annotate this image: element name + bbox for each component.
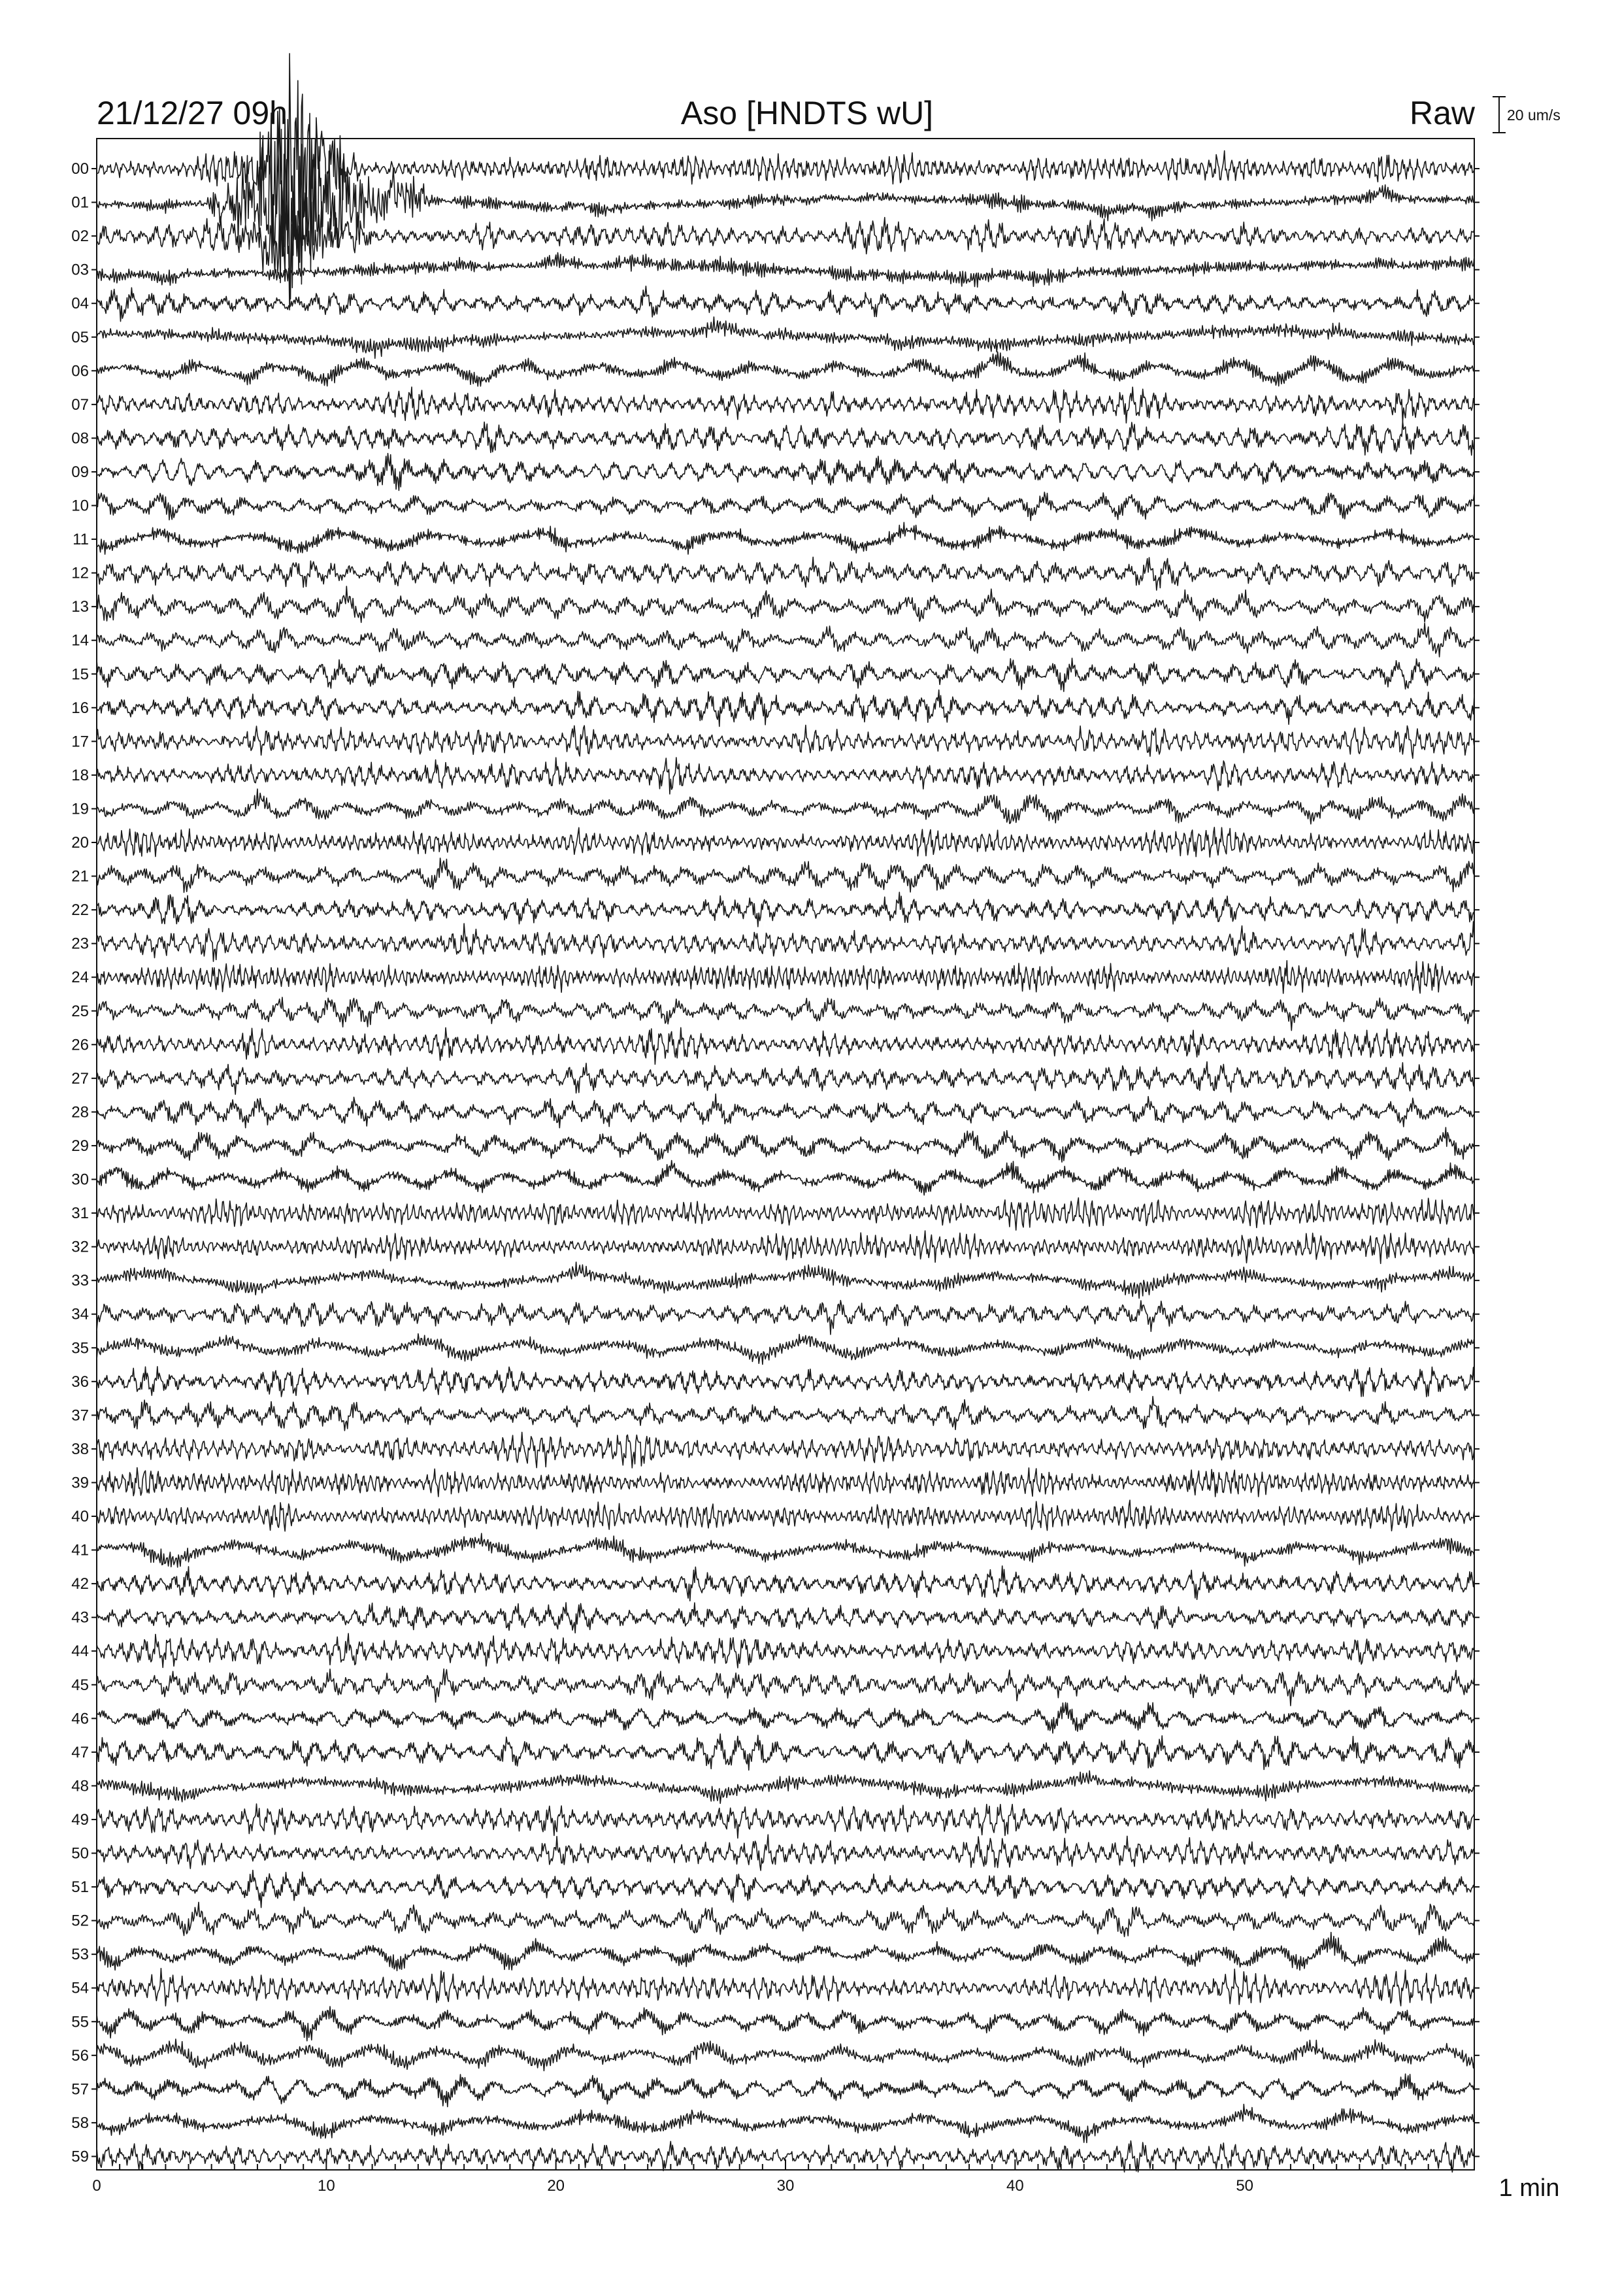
row-label-36: 36 [71, 1373, 89, 1391]
row-label-10: 10 [71, 497, 89, 515]
trace-row-14 [97, 623, 1474, 657]
x-tick-label-30: 30 [776, 2177, 795, 2195]
row-label-59: 59 [71, 2148, 89, 2166]
trace-row-55 [97, 2006, 1474, 2041]
trace-row-58 [97, 2105, 1474, 2143]
trace-row-11 [97, 522, 1474, 554]
trace-row-49 [97, 1804, 1474, 1838]
row-label-41: 41 [71, 1541, 89, 1559]
trace-row-18 [97, 757, 1474, 794]
row-label-31: 31 [71, 1205, 89, 1223]
plot-frame [97, 139, 1474, 2170]
row-label-11: 11 [73, 531, 89, 549]
row-label-01: 01 [71, 193, 89, 212]
row-label-44: 44 [71, 1642, 89, 1661]
trace-row-52 [97, 1903, 1474, 1937]
row-label-20: 20 [71, 834, 89, 852]
trace-row-28 [97, 1094, 1474, 1128]
trace-row-30 [97, 1161, 1474, 1195]
trace-row-44 [97, 1633, 1474, 1668]
row-label-03: 03 [71, 261, 89, 279]
row-label-49: 49 [71, 1810, 89, 1829]
row-label-33: 33 [71, 1272, 89, 1290]
trace-row-47 [97, 1734, 1474, 1770]
row-label-43: 43 [71, 1608, 89, 1627]
x-tick-label-50: 50 [1236, 2177, 1254, 2195]
trace-row-10 [97, 492, 1474, 521]
row-label-54: 54 [71, 1979, 89, 1997]
row-label-08: 08 [71, 429, 89, 448]
row-label-24: 24 [71, 969, 89, 987]
trace-row-46 [97, 1703, 1474, 1733]
trace-row-54 [97, 1969, 1474, 2006]
trace-row-42 [97, 1566, 1474, 1601]
row-label-02: 02 [71, 227, 89, 246]
mode-label: Raw [1409, 95, 1475, 131]
trace-group [97, 54, 1474, 2172]
trace-row-41 [97, 1533, 1474, 1567]
x-tick-label-0: 0 [92, 2177, 101, 2195]
row-label-52: 52 [71, 1912, 89, 1930]
trace-row-05 [97, 317, 1474, 358]
scale-bar [1493, 97, 1561, 133]
trace-row-15 [97, 658, 1474, 691]
row-label-38: 38 [71, 1440, 89, 1458]
row-label-29: 29 [71, 1137, 89, 1155]
trace-row-25 [97, 997, 1474, 1031]
trace-row-27 [97, 1062, 1474, 1095]
row-label-34: 34 [71, 1305, 89, 1323]
trace-row-45 [97, 1669, 1474, 1706]
row-label-50: 50 [71, 1844, 89, 1863]
station-title: Aso [HNDTS wU] [680, 95, 934, 131]
row-label-16: 16 [71, 699, 89, 717]
row-label-27: 27 [71, 1069, 89, 1088]
row-label-35: 35 [71, 1339, 89, 1357]
row-label-56: 56 [71, 2046, 89, 2065]
trace-row-24 [97, 961, 1474, 993]
trace-row-13 [97, 586, 1474, 622]
row-label-15: 15 [71, 665, 89, 684]
row-label-28: 28 [71, 1103, 89, 1122]
x-axis-unit-label: 1 min [1498, 2174, 1560, 2202]
trace-row-57 [97, 2074, 1474, 2106]
row-label-32: 32 [71, 1238, 89, 1256]
x-tick-label-20: 20 [547, 2177, 565, 2195]
row-label-53: 53 [71, 1946, 89, 1964]
trace-row-31 [97, 1198, 1474, 1231]
trace-row-39 [97, 1468, 1474, 1497]
trace-row-38 [97, 1432, 1474, 1468]
trace-row-23 [97, 922, 1474, 961]
trace-row-17 [97, 725, 1474, 759]
row-label-19: 19 [71, 800, 89, 818]
trace-row-35 [97, 1334, 1474, 1365]
trace-row-40 [97, 1500, 1474, 1531]
row-label-57: 57 [71, 2080, 89, 2099]
trace-row-20 [97, 827, 1474, 857]
trace-row-12 [97, 557, 1474, 590]
row-label-04: 04 [71, 295, 89, 313]
trace-row-53 [97, 1933, 1474, 1971]
row-label-09: 09 [71, 463, 89, 481]
row-label-23: 23 [71, 935, 89, 953]
row-label-39: 39 [71, 1474, 89, 1492]
row-label-58: 58 [71, 2114, 89, 2132]
trace-row-48 [97, 1771, 1474, 1803]
trace-row-07 [97, 387, 1474, 423]
row-label-26: 26 [71, 1036, 89, 1054]
datetime-label: 21/12/27 09h [97, 95, 288, 131]
row-label-45: 45 [71, 1676, 89, 1694]
trace-row-43 [97, 1603, 1474, 1633]
row-label-06: 06 [71, 362, 89, 380]
trace-row-50 [97, 1835, 1474, 1871]
x-tick-label-10: 10 [317, 2177, 335, 2195]
trace-row-29 [97, 1127, 1474, 1162]
row-label-21: 21 [71, 867, 89, 886]
trace-row-09 [97, 454, 1474, 491]
row-label-55: 55 [71, 2013, 89, 2031]
row-label-40: 40 [71, 1508, 89, 1525]
trace-row-32 [97, 1231, 1474, 1263]
trace-row-22 [97, 892, 1474, 927]
trace-row-21 [97, 858, 1474, 893]
trace-row-08 [97, 422, 1474, 456]
row-label-07: 07 [71, 395, 89, 414]
row-label-46: 46 [71, 1710, 89, 1728]
row-label-05: 05 [71, 328, 89, 346]
trace-row-34 [97, 1301, 1474, 1335]
trace-row-36 [97, 1367, 1474, 1397]
row-label-42: 42 [71, 1575, 89, 1593]
trace-row-04 [97, 286, 1474, 322]
x-axis [92, 2159, 1474, 2195]
row-label-51: 51 [71, 1878, 89, 1897]
row-label-22: 22 [71, 901, 89, 920]
row-label-12: 12 [71, 564, 89, 582]
row-label-30: 30 [71, 1171, 89, 1189]
row-label-18: 18 [71, 766, 89, 784]
row-label-47: 47 [71, 1743, 89, 1761]
trace-row-19 [97, 789, 1474, 824]
trace-row-16 [97, 690, 1474, 727]
row-label-00: 00 [71, 160, 89, 178]
row-label-13: 13 [71, 598, 89, 616]
trace-row-56 [97, 2039, 1474, 2071]
row-label-37: 37 [71, 1406, 89, 1425]
row-label-17: 17 [71, 733, 89, 751]
trace-row-06 [97, 352, 1474, 386]
row-label-25: 25 [71, 1002, 89, 1020]
trace-row-37 [97, 1397, 1474, 1431]
row-label-14: 14 [71, 631, 89, 650]
row-label-48: 48 [71, 1777, 89, 1795]
trace-row-03 [97, 253, 1474, 288]
scale-label: 20 um/s [1507, 107, 1561, 124]
trace-row-26 [97, 1027, 1474, 1064]
trace-row-33 [97, 1262, 1474, 1298]
x-tick-label-40: 40 [1006, 2177, 1024, 2195]
trace-row-51 [97, 1871, 1474, 1908]
